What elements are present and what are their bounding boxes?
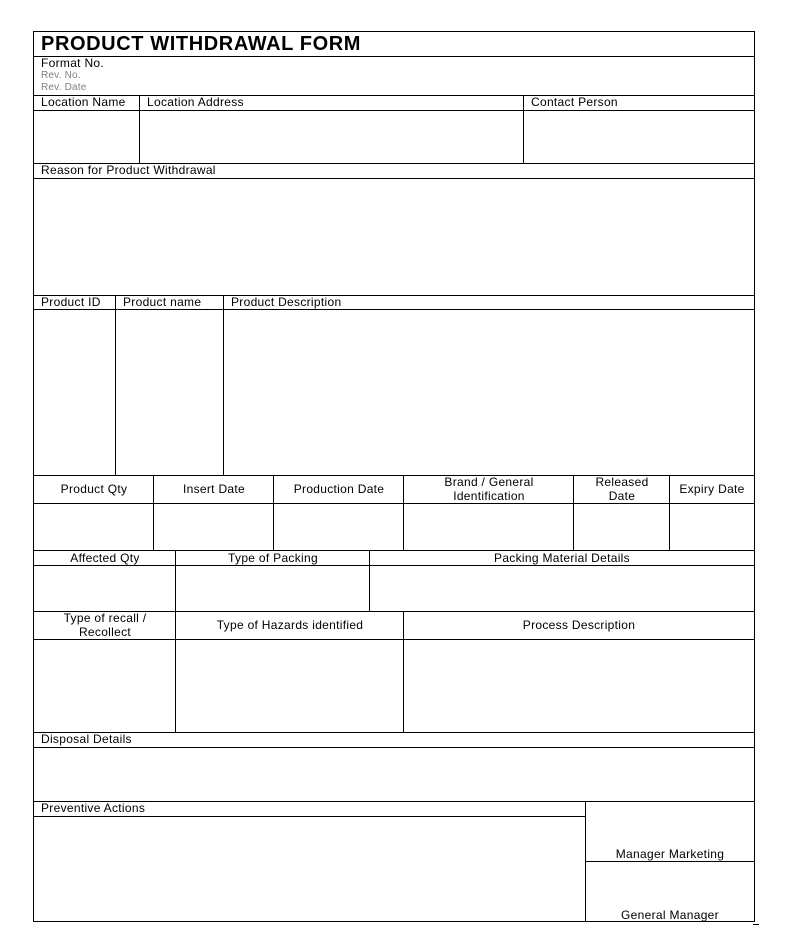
preventive-actions-field[interactable] — [34, 817, 585, 921]
location-address-field[interactable] — [140, 111, 523, 163]
affected-qty-field[interactable] — [34, 566, 175, 611]
location-name-label: Location Name — [41, 95, 126, 109]
packing-material-label: Packing Material Details — [494, 551, 630, 565]
product-name-label: Product name — [123, 295, 202, 309]
manager-marketing-sign-area[interactable] — [586, 802, 754, 861]
brand-identification-field[interactable] — [404, 504, 573, 550]
product-qty-label: Product Qty — [60, 482, 128, 496]
released-label-line2: Date — [608, 489, 636, 503]
rule — [33, 31, 755, 32]
location-address-label: Location Address — [147, 95, 244, 109]
released-date-label — [574, 475, 670, 503]
insert-date-field[interactable] — [154, 504, 273, 550]
format-no-label: Format No. — [41, 56, 105, 70]
form-title: PRODUCT WITHDRAWAL FORM — [41, 33, 362, 55]
rule — [754, 31, 755, 922]
brand-label-line2: Identification — [453, 489, 525, 503]
recall-label-line1: Type of recall / — [63, 611, 147, 625]
preventive-actions-label: Preventive Actions — [41, 801, 146, 815]
rev-date-label: Rev. Date — [41, 82, 87, 93]
production-date-label: Production Date — [293, 482, 385, 496]
general-manager-sign-area[interactable] — [586, 862, 754, 921]
reason-field[interactable] — [34, 179, 754, 295]
product-qty-field[interactable] — [34, 504, 153, 550]
rule — [33, 732, 755, 733]
process-description-label: Process Description — [522, 618, 636, 632]
rule — [753, 924, 759, 925]
brand-identification-label — [404, 475, 574, 503]
location-name-field[interactable] — [34, 111, 139, 163]
rule — [33, 56, 755, 57]
contact-person-field[interactable] — [524, 111, 754, 163]
type-of-packing-label: Type of Packing — [228, 551, 318, 565]
affected-qty-label: Affected Qty — [70, 551, 140, 565]
rule — [33, 95, 755, 96]
type-of-recall-field[interactable] — [34, 640, 175, 732]
production-date-field[interactable] — [274, 504, 403, 550]
product-name-field[interactable] — [116, 310, 223, 475]
expiry-date-field[interactable] — [670, 504, 754, 550]
hazards-field[interactable] — [176, 640, 403, 732]
recall-label-line2: Recollect — [78, 625, 132, 639]
released-label-line1: Released — [595, 475, 649, 489]
expiry-date-label: Expiry Date — [679, 482, 745, 496]
product-id-label: Product ID — [41, 295, 101, 309]
product-description-field[interactable] — [224, 310, 754, 475]
released-date-field[interactable] — [574, 504, 669, 550]
brand-label-line1: Brand / General — [444, 475, 534, 489]
rev-no-label: Rev. No. — [41, 70, 81, 81]
hazards-label: Type of Hazards identified — [216, 618, 364, 632]
process-description-field[interactable] — [404, 640, 754, 732]
type-of-recall-label — [34, 611, 176, 639]
product-id-field[interactable] — [34, 310, 115, 475]
disposal-field[interactable] — [34, 748, 754, 801]
packing-material-field[interactable] — [370, 566, 754, 611]
type-of-packing-field[interactable] — [176, 566, 369, 611]
general-manager-signature: General Manager — [621, 908, 719, 922]
insert-date-label: Insert Date — [183, 482, 245, 496]
product-description-label: Product Description — [231, 295, 342, 309]
manager-marketing-signature: Manager Marketing — [615, 847, 725, 861]
disposal-label: Disposal Details — [41, 732, 132, 746]
reason-label: Reason for Product Withdrawal — [41, 163, 216, 177]
contact-person-label: Contact Person — [531, 95, 618, 109]
